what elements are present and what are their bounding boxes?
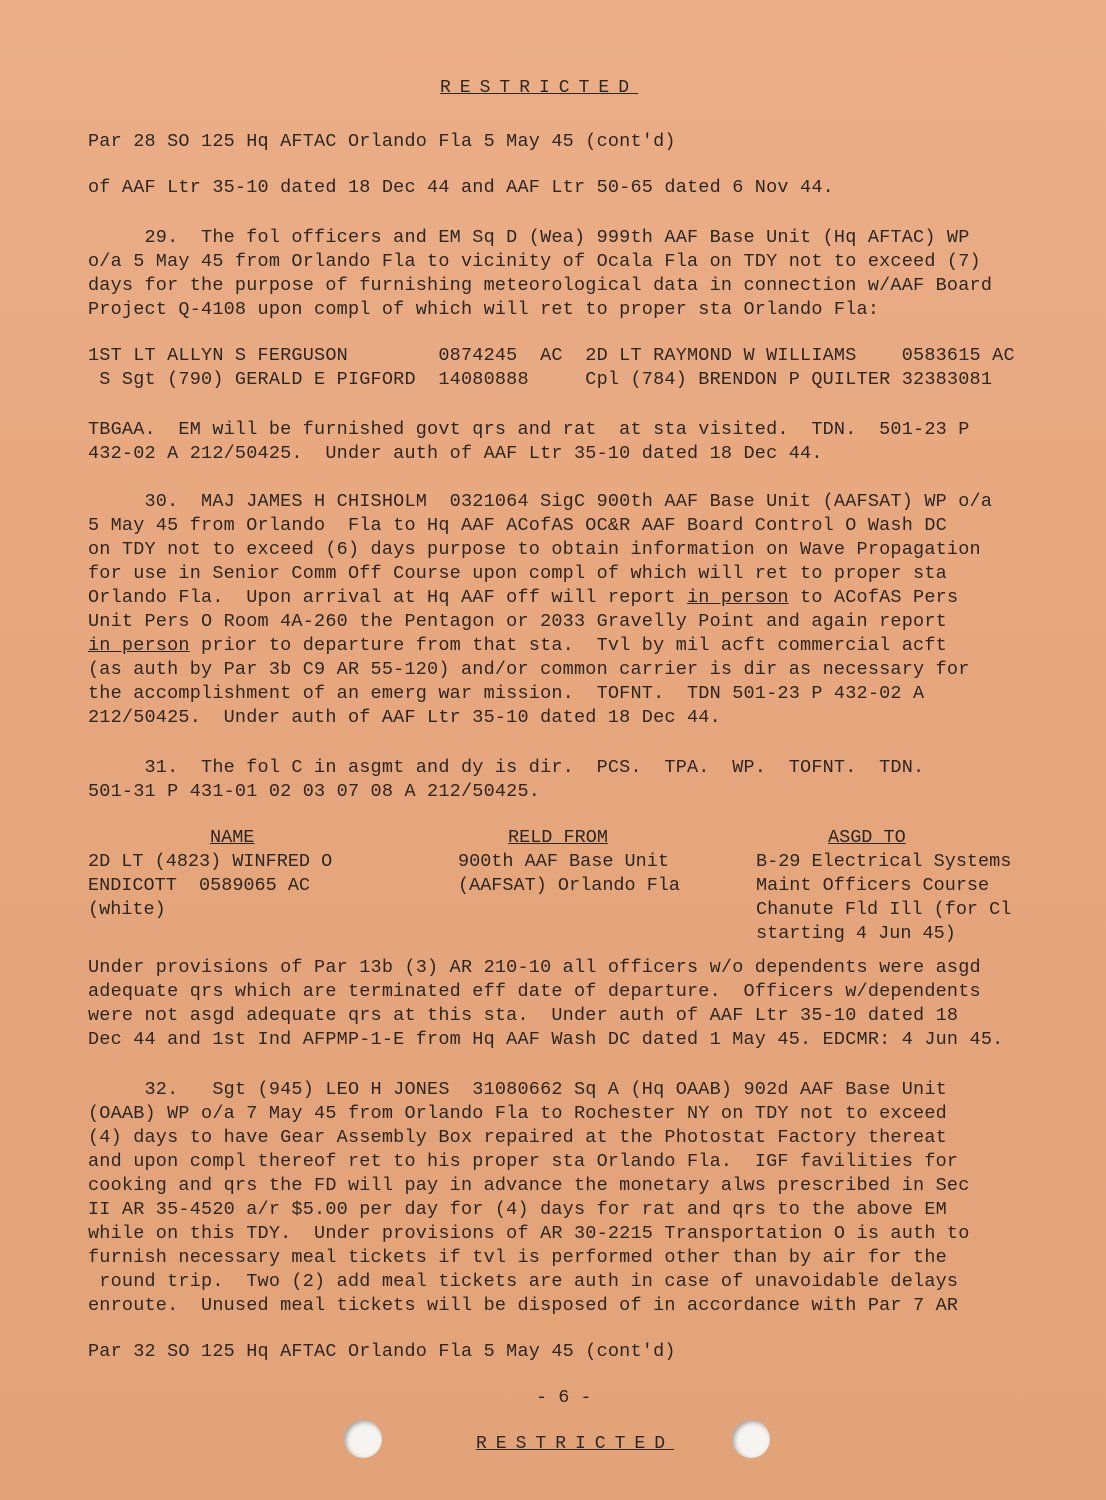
continued-footer: Par 32 SO 125 Hq AFTAC Orlando Fla 5 May 45 (cont'd) <box>88 1341 676 1362</box>
par32-line: furnish necessary meal tickets if tvl is performed other than by air for the <box>88 1247 947 1268</box>
par30-line: 30. MAJ JAMES H CHISHOLM 0321064 SigC 900th AAF Base Unit (AAFSAT) WP o/a <box>88 491 993 512</box>
page-number: - 6 - <box>536 1387 592 1408</box>
par29-closing: 432-02 A 212/50425. Under auth of AAF Ltr 35-10 dated 18 Dec 44. <box>88 443 823 464</box>
punch-hole <box>732 1420 770 1458</box>
table-cell-name: ENDICOTT 0589065 AC <box>88 875 311 896</box>
table-header-asgd-to: ASGD TO <box>828 827 906 848</box>
par31-line: 31. The fol C in asgmt and dy is dir. PCS. TPA. WP. TOFNT. TDN. <box>88 757 925 778</box>
table-cell-reld-from: (AAFSAT) Orlando Fla <box>458 875 681 896</box>
par29-line: Project Q-4108 upon compl of which will ret to proper sta Orlando Fla: <box>88 299 880 320</box>
table-cell-asgd-to: starting 4 Jun 45) <box>756 923 956 944</box>
table-cell-asgd-to: Maint Officers Course <box>756 875 990 896</box>
punch-hole <box>344 1420 382 1458</box>
underlined-in-person: in person <box>687 587 789 608</box>
par32-line: (OAAB) WP o/a 7 May 45 from Orlando Fla to Rochester NY on TDY not to exceed <box>88 1103 947 1124</box>
table-cell-name: 2D LT (4823) WINFRED O <box>88 851 333 872</box>
par32-line: while on this TDY. Under provisions of AR 30-2215 Transportation O is auth to <box>88 1223 970 1244</box>
par32-line: and upon compl thereof ret to his proper sta Orlando Fla. IGF favilities for <box>88 1151 959 1172</box>
par31-closing: were not asgd adequate qrs at this sta. Under auth of AAF Ltr 35-10 dated 18 <box>88 1005 959 1026</box>
par31-closing: adequate qrs which are terminated eff date of departure. Officers w/dependents <box>88 981 981 1002</box>
par29-line: o/a 5 May 45 from Orlando Fla to vicinity of Ocala Fla on TDY not to exceed (7) <box>88 251 981 272</box>
par32-line: II AR 35-4520 a/r $5.00 per day for (4) days for rat and qrs to the above EM <box>88 1199 947 1220</box>
underlined-in-person: in person <box>88 635 190 656</box>
table-header-reld-from: RELD FROM <box>508 827 608 848</box>
par30-line: Unit Pers O Room 4A-260 the Pentagon or 2033 Gravelly Point and again report <box>88 611 947 632</box>
par29-line: 29. The fol officers and EM Sq D (Wea) 999th AAF Base Unit (Hq AFTAC) WP <box>88 227 970 248</box>
par30-line: the accomplishment of an emerg war mission. TOFNT. TDN 501-23 P 432-02 A <box>88 683 925 704</box>
table-cell-reld-from: 900th AAF Base Unit <box>458 851 669 872</box>
par30-line: 212/50425. Under auth of AAF Ltr 35-10 dated 18 Dec 44. <box>88 707 721 728</box>
table-cell-asgd-to: Chanute Fld Ill (for Cl <box>756 899 1012 920</box>
table-header-name: NAME <box>210 827 255 848</box>
par30-line: (as auth by Par 3b C9 AR 55-120) and/or common carrier is dir as necessary for <box>88 659 970 680</box>
par30-line: 5 May 45 from Orlando Fla to Hq AAF ACofAS OC&R AAF Board Control O Wash DC <box>88 515 947 536</box>
footer-restricted: RESTRICTED <box>476 1434 675 1454</box>
continued-header: Par 28 SO 125 Hq AFTAC Orlando Fla 5 May 45 (cont'd) <box>88 131 676 152</box>
par30-line: on TDY not to exceed (6) days purpose to obtain information on Wave Propagation <box>88 539 981 560</box>
par31-closing: Under provisions of Par 13b (3) AR 210-10 all officers w/o dependents were asgd <box>88 957 981 978</box>
par31-line: 501-31 P 431-01 02 03 07 08 A 212/50425. <box>88 781 541 802</box>
par32-line: enroute. Unused meal tickets will be disposed of in accordance with Par 7 AR <box>88 1295 959 1316</box>
header-restricted: RESTRICTED <box>440 78 639 98</box>
par29-line: days for the purpose of furnishing meteorological data in connection w/AAF Board <box>88 275 993 296</box>
table-cell-asgd-to: B-29 Electrical Systems <box>756 851 1012 872</box>
par31-closing: Dec 44 and 1st Ind AFPMP-1-E from Hq AAF Wash DC dated 1 May 45. EDCMR: 4 Jun 45. <box>88 1029 1004 1050</box>
par30-line: in person prior to departure from that sta. Tvl by mil acft commercial acft <box>88 635 947 656</box>
par30-line: Orlando Fla. Upon arrival at Hq AAF off will report in person to ACofAS Pers <box>88 587 959 608</box>
par29-closing: TBGAA. EM will be furnished govt qrs and rat at sta visited. TDN. 501-23 P <box>88 419 970 440</box>
par32-line: (4) days to have Gear Assembly Box repaired at the Photostat Factory thereat <box>88 1127 947 1148</box>
par30-line: for use in Senior Comm Off Course upon compl of which will ret to proper sta <box>88 563 947 584</box>
personnel-row: 1ST LT ALLYN S FERGUSON 0874245 AC 2D LT RAYMOND W WILLIAMS 0583615 AC <box>88 345 1015 366</box>
intro-line: of AAF Ltr 35-10 dated 18 Dec 44 and AAF Ltr 50-65 dated 6 Nov 44. <box>88 177 834 198</box>
par32-line: round trip. Two (2) add meal tickets are auth in case of unavoidable delays <box>88 1271 959 1292</box>
personnel-row: S Sgt (790) GERALD E PIGFORD 14080888 Cpl (784) BRENDON P QUILTER 32383081 <box>88 369 993 390</box>
par32-line: cooking and qrs the FD will pay in advance the monetary alws prescribed in Sec <box>88 1175 970 1196</box>
table-cell-name: (white) <box>88 899 166 920</box>
par32-line: 32. Sgt (945) LEO H JONES 31080662 Sq A (Hq OAAB) 902d AAF Base Unit <box>88 1079 947 1100</box>
